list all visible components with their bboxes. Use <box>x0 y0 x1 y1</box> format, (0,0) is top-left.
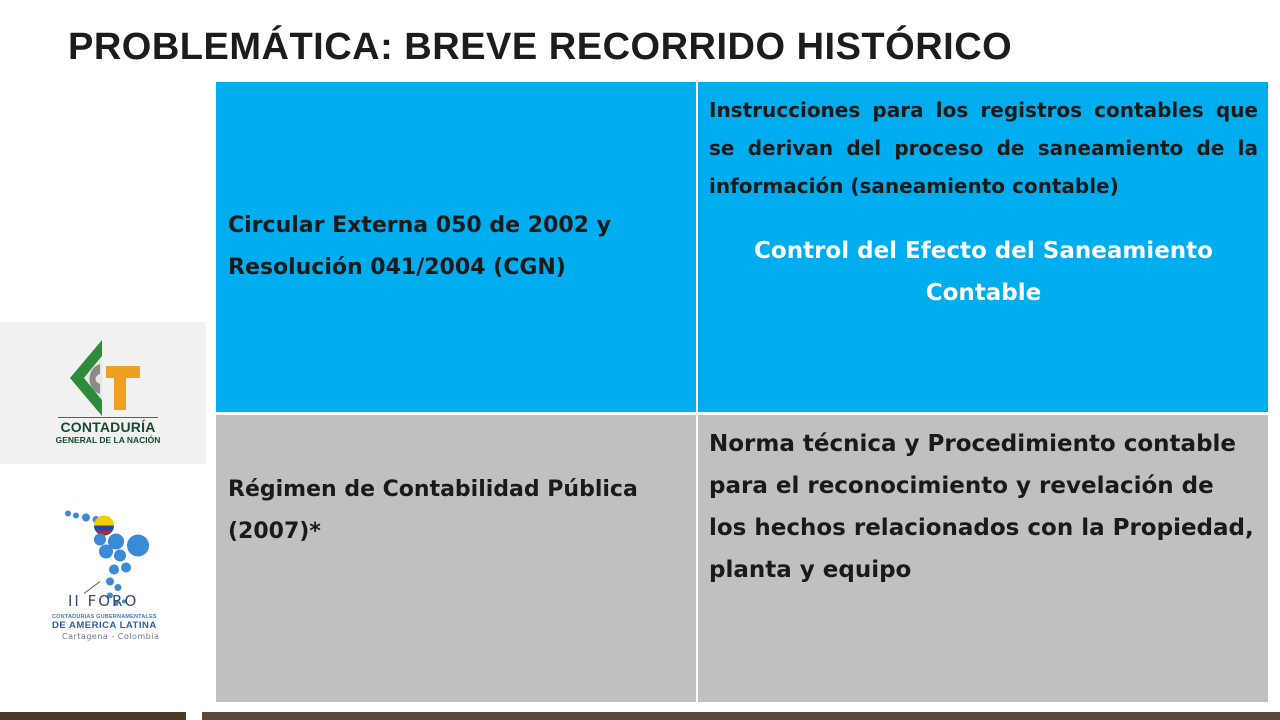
foro-title: II FORO <box>68 592 139 610</box>
row-1-regulation: Circular Externa 050 de 2002 y Resolución 041/2004 (CGN) <box>228 213 611 280</box>
row-1-description: Instrucciones para los registros contables que se derivan del proceso de saneamiento de la información (saneamiento contable) <box>709 98 1258 198</box>
bottom-texture-left <box>0 712 186 720</box>
contaduria-subname: GENERAL DE LA NACIÓN <box>55 435 161 445</box>
table-row-2-right <box>698 415 1268 702</box>
table-row-1-left <box>216 82 696 412</box>
contaduria-name: CONTADURÍA <box>60 419 156 435</box>
foro-location: Cartagena - Colombia <box>62 632 160 641</box>
table-row-1-right <box>698 82 1268 412</box>
logo-divider <box>58 417 158 418</box>
row-2-description: Norma técnica y Procedimiento contable para el reconocimiento y revelación de los hechos relacionados con la Propiedad, planta y equipo <box>709 431 1254 583</box>
slide-title: PROBLEMÁTICA: BREVE RECORRIDO HISTÓRICO <box>68 26 1013 68</box>
foro-subtitle-1: CONTADURIAS GUBERNAMENTALES <box>52 614 157 620</box>
row-2-regulation: Régimen de Contabilidad Pública (2007)* <box>228 477 638 544</box>
bottom-texture-right <box>202 712 1280 720</box>
row-1-highlight: Control del Efecto del Saneamiento Contable <box>754 238 1213 306</box>
table-row-2-left <box>216 415 696 702</box>
contaduria-logo <box>0 322 206 464</box>
history-table <box>216 82 1268 702</box>
contaduria-emblem-icon <box>56 338 156 418</box>
foro-subtitle-2: DE AMERICA LATINA <box>52 620 157 631</box>
